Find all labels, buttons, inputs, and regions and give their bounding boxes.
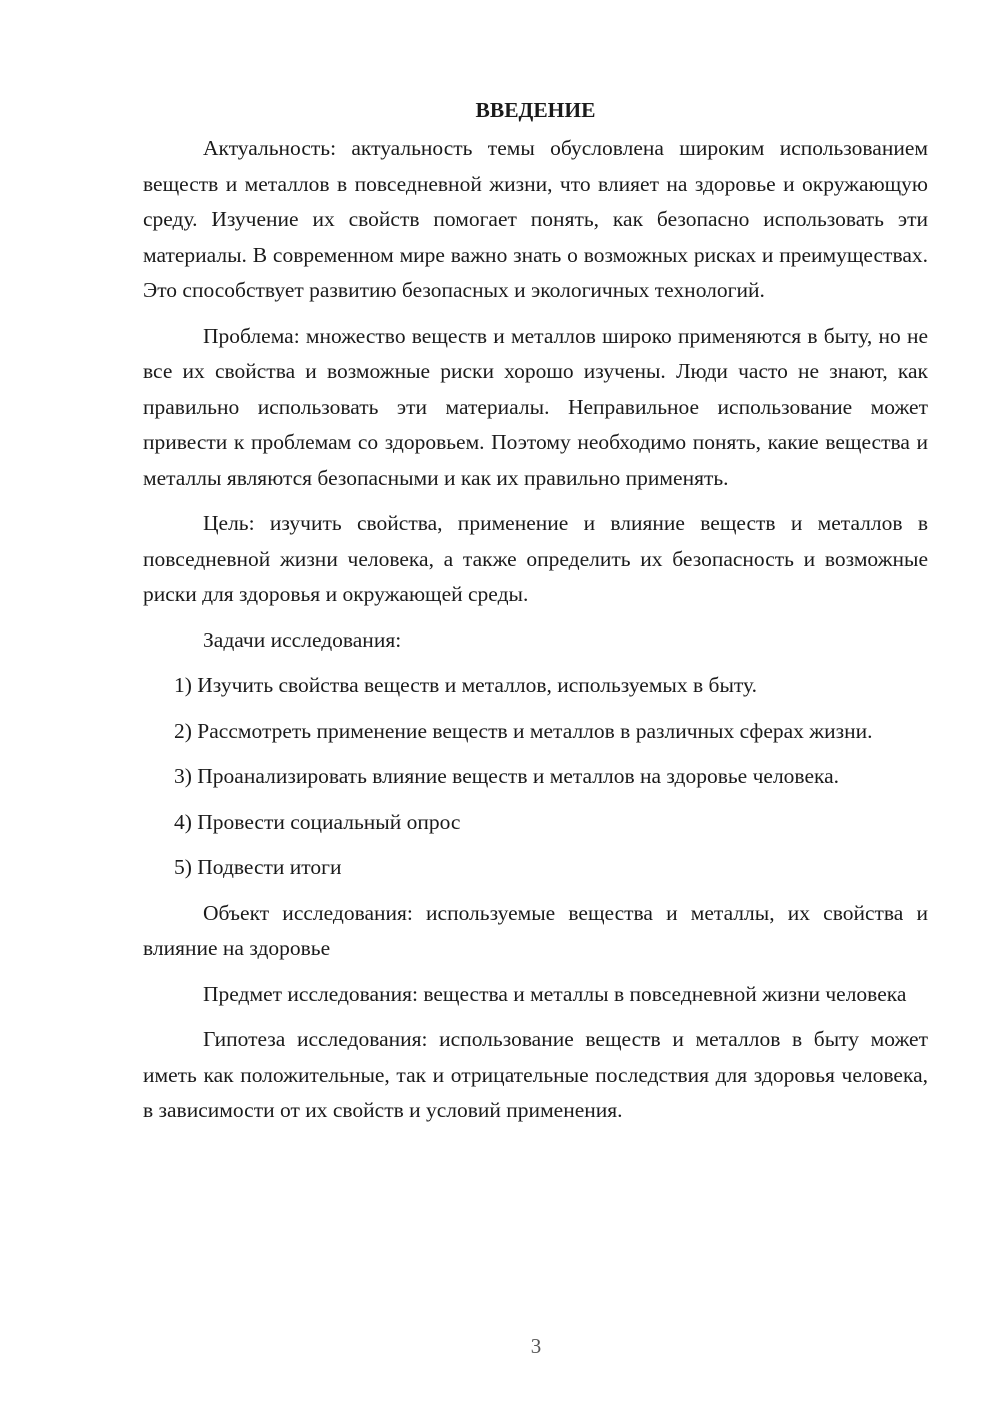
page-content	[143, 92, 928, 1139]
page-title: ВВЕДЕНИЕ	[475, 98, 596, 122]
paragraph-relevance: Актуальность: актуальность темы обусловлена широким использованием веществ и металлов в повседневной жизни, что влияет на здоровье и окружающую среду. Изучение их свойств помогает понять, как безопасно использовать эти материалы. В современном мире важно знать о возможных рисках и преимуществах. Это способствует развитию безопасных и экологичных технологий.	[143, 136, 928, 302]
page-number: 3	[530, 1334, 542, 1358]
paragraph-hypothesis: Гипотеза исследования: использование веществ и металлов в быту может иметь как положительные, так и отрицательные последствия для здоровья человека, в зависимости от их свойств и условий применения.	[143, 1027, 928, 1122]
paragraph-object: Объект исследования: используемые вещества и металлы, их свойства и влияние на здоровье	[143, 900, 928, 960]
paragraph-tasks-heading: Задачи исследования:	[203, 627, 402, 652]
paragraph-goal: Цель: изучить свойства, применение и влияние веществ и металлов в повседневной жизни человека, а также определить их безопасность и возможные риски для здоровья и окружающей среды.	[143, 511, 928, 606]
task-item-1: 1) Изучить свойства веществ и металлов, используемых в быту.	[174, 673, 757, 697]
paragraph-subject: Предмет исследования: вещества и металлы в повседневной жизни человека	[203, 981, 907, 1006]
task-item-5: 5) Подвести итоги	[174, 855, 342, 879]
task-item-2: 2) Рассмотреть применение веществ и металлов в различных сферах жизни.	[174, 718, 873, 743]
task-item-3: 3) Проанализировать влияние веществ и металлов на здоровье человека.	[174, 764, 840, 788]
paragraph-problem: Проблема: множество веществ и металлов широко применяются в быту, но не все их свойства и возможные риски хорошо изучены. Люди часто не знают, как правильно использовать эти материалы. Неправильное использование может привести к проблемам со здоровьем. Поэтому необходимо понять, какие вещества и металлы являются безопасными и как их правильно применять.	[143, 323, 928, 490]
task-item-4: 4) Провести социальный опрос	[174, 809, 461, 834]
